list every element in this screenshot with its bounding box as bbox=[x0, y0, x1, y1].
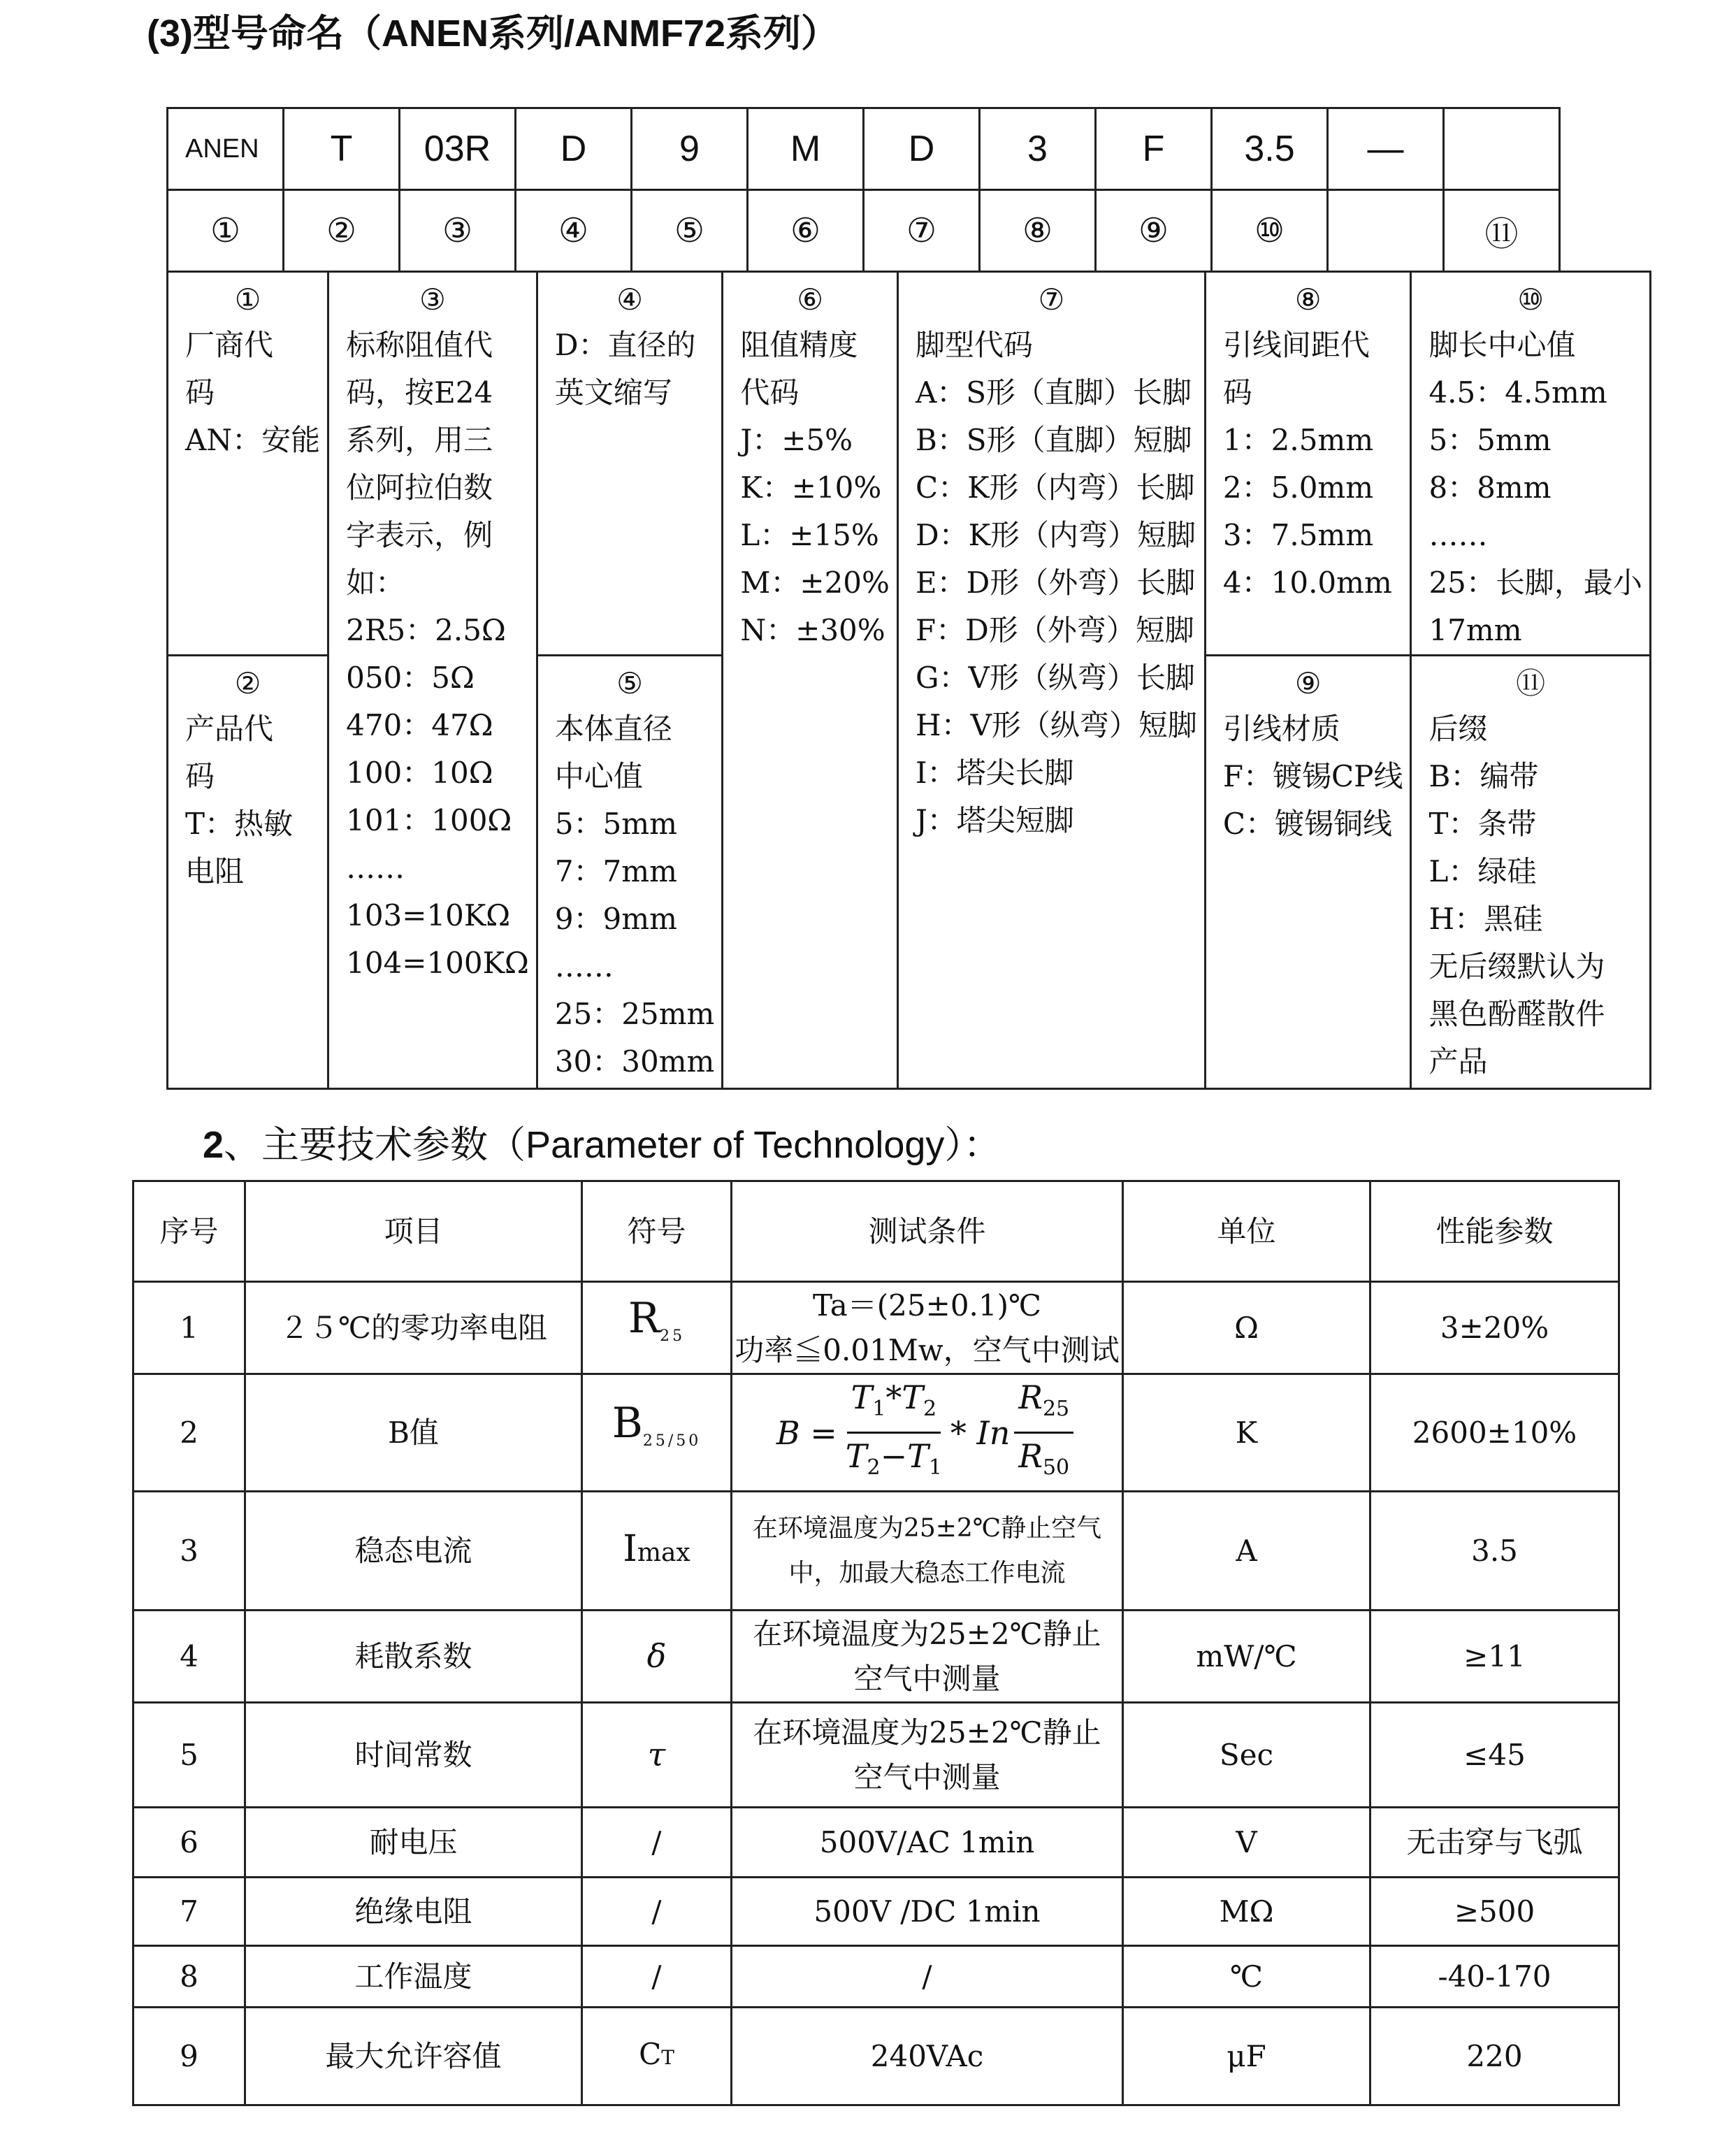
table-row: 4 耗散系数 δ 在环境温度为25±2℃静止 空气中测量 mW/℃ ≥11 bbox=[133, 1611, 1619, 1703]
table-row: 8 工作温度 / / ℃ -40-170 bbox=[133, 1946, 1619, 2008]
code-cell: D bbox=[516, 108, 632, 190]
condition-cell: 在环境温度为25±2℃静止空气 中，加最大稳态工作电流 bbox=[732, 1492, 1123, 1611]
table-header-row bbox=[133, 1181, 1619, 1282]
index-row bbox=[168, 190, 1560, 272]
index-cell bbox=[1328, 190, 1444, 272]
condition-cell: 在环境温度为25±2℃静止 空气中测量 bbox=[732, 1703, 1123, 1808]
index-cell: ① bbox=[168, 190, 284, 272]
symbol-cell: $B_{25/50}$ bbox=[582, 1374, 732, 1492]
desc-cell-lead-shape: ⑦ 脚型代码 A：S形（直脚）长脚 B：S形（直脚）短脚 C：K形（内弯）长脚 D：K形（内弯）短脚 E：D形（外弯）长脚 F：D形（外弯）短脚 G：V形（纵弯）长脚 H：V形（纵弯）短脚 I：塔尖长脚 J：塔尖短脚 bbox=[897, 272, 1205, 1089]
desc-cell-lead-length: ⑩ 脚长中心值 4.5：4.5mm 5：5mm 8：8mm …… 25：长脚，最小 17mm bbox=[1411, 272, 1650, 656]
header-cell: 性能参数 bbox=[1370, 1181, 1619, 1282]
condition-cell: 在环境温度为25±2℃静止 空气中测量 bbox=[732, 1611, 1123, 1703]
code-cell: 3.5 bbox=[1212, 108, 1328, 190]
code-cell: T bbox=[284, 108, 400, 190]
desc-cell-body-diameter: ⑤ 本体直径 中心值 5：5mm 7：7mm 9：9mm …… 25：25mm 30：30mm bbox=[537, 656, 723, 1089]
index-cell: ⑩ bbox=[1212, 190, 1328, 272]
index-cell: ⑨ bbox=[1096, 190, 1212, 272]
table-row: 1 ２５℃的零功率电阻 $R_{25}$ Ta＝(25±0.1)℃ 功率≦0.01Mw，空气中测试 Ω 3±20% bbox=[133, 1282, 1619, 1374]
desc-cell-product-code: ② 产品代 码 T：热敏 电阻 bbox=[168, 656, 328, 1089]
table-row: 6 耐电压 / 500V/AC 1min V 无击穿与飞弧 bbox=[133, 1808, 1619, 1878]
code-cell: ANEN bbox=[168, 108, 284, 190]
code-cell: M bbox=[748, 108, 864, 190]
index-cell: ② bbox=[284, 190, 400, 272]
section-heading-parameters: 2、主要技术参数（Parameter of Technology）： bbox=[203, 1123, 1001, 1167]
symbol-cell: Imax bbox=[582, 1492, 732, 1611]
code-cell: 3 bbox=[980, 108, 1096, 190]
condition-cell: Ta＝(25±0.1)℃ 功率≦0.01Mw，空气中测试 bbox=[732, 1282, 1123, 1374]
symbol-cell: $R_{25}$ bbox=[582, 1282, 732, 1374]
table-row: 7 绝缘电阻 / 500V /DC 1min MΩ ≥500 bbox=[133, 1878, 1619, 1946]
table-row: 9 最大允许容值 CT 240VAc μF 220 bbox=[133, 2008, 1619, 2105]
desc-cell-manufacturer: ① 厂商代 码 AN：安能 bbox=[168, 272, 328, 656]
desc-cell-lead-spacing: ⑧ 引线间距代 码 1：2.5mm 2：5.0mm 3：7.5mm 4：10.0mm bbox=[1205, 272, 1411, 656]
index-cell: ⑦ bbox=[864, 190, 980, 272]
symbol-cell: δ bbox=[582, 1611, 732, 1703]
section-heading-model-naming: (3)型号命名（ANEN系列/ANMF72系列） bbox=[147, 13, 839, 55]
desc-cell-tolerance: ⑥ 阻值精度 代码 J：±5% K：±10% L：±15% M：±20% N：±30% bbox=[723, 272, 898, 1089]
parameter-table bbox=[132, 1180, 1620, 2106]
code-cell: D bbox=[864, 108, 980, 190]
header-cell: 符号 bbox=[582, 1181, 732, 1282]
table-row: 5 时间常数 τ 在环境温度为25±2℃静止 空气中测量 Sec ≤45 bbox=[133, 1703, 1619, 1808]
header-cell: 测试条件 bbox=[732, 1181, 1123, 1282]
index-cell: ③ bbox=[400, 190, 516, 272]
header-cell: 序号 bbox=[133, 1181, 245, 1282]
index-cell: ④ bbox=[516, 190, 632, 272]
code-row bbox=[168, 108, 1560, 190]
code-cell: — bbox=[1328, 108, 1444, 190]
desc-cell-diameter-abbr: ④ D：直径的 英文缩写 bbox=[537, 272, 723, 656]
desc-cell-resistance-code: ③ 标称阻值代 码，按E24 系列，用三 位阿拉伯数 字表示，例 如： 2R5：2.5Ω 050：5Ω 470：47Ω 100：10Ω 101：100Ω …… 103=10KΩ 104=100KΩ bbox=[328, 272, 537, 1089]
code-cell: F bbox=[1096, 108, 1212, 190]
index-cell: ⑧ bbox=[980, 190, 1096, 272]
symbol-cell: CT bbox=[582, 2008, 732, 2105]
code-cell bbox=[1444, 108, 1560, 190]
header-cell: 单位 bbox=[1123, 1181, 1370, 1282]
index-cell: ⑤ bbox=[632, 190, 748, 272]
code-description-table bbox=[166, 271, 1651, 1090]
index-cell: ⑥ bbox=[748, 190, 864, 272]
header-cell: 项目 bbox=[245, 1181, 582, 1282]
table-row: 2 B值 $B_{25/50}$ B = $\frac{T_1*T_2}{T_2-T_1}$ * In $\frac{R_{25}}{R_{50}}$ K 2600±10% bbox=[133, 1374, 1619, 1492]
model-code-table bbox=[166, 107, 1561, 273]
code-cell: 9 bbox=[632, 108, 748, 190]
index-cell: ⑪ bbox=[1444, 190, 1560, 272]
desc-cell-lead-material: ⑨ 引线材质 F：镀锡CP线 C：镀锡铜线 bbox=[1205, 656, 1411, 1089]
table-row: 3 稳态电流 Imax 在环境温度为25±2℃静止空气 中，加最大稳态工作电流 A 3.5 bbox=[133, 1492, 1619, 1611]
desc-cell-suffix: ⑪ 后缀 B：编带 T：条带 L：绿硅 H：黑硅 无后缀默认为 黑色酚醛散件 产品 bbox=[1411, 656, 1650, 1089]
symbol-cell: τ bbox=[582, 1703, 732, 1808]
code-cell: 03R bbox=[400, 108, 516, 190]
b-value-formula: B = $\frac{T_1*T_2}{T_2-T_1}$ * In $\frac{R_{25}}{R_{50}}$ bbox=[732, 1374, 1123, 1492]
